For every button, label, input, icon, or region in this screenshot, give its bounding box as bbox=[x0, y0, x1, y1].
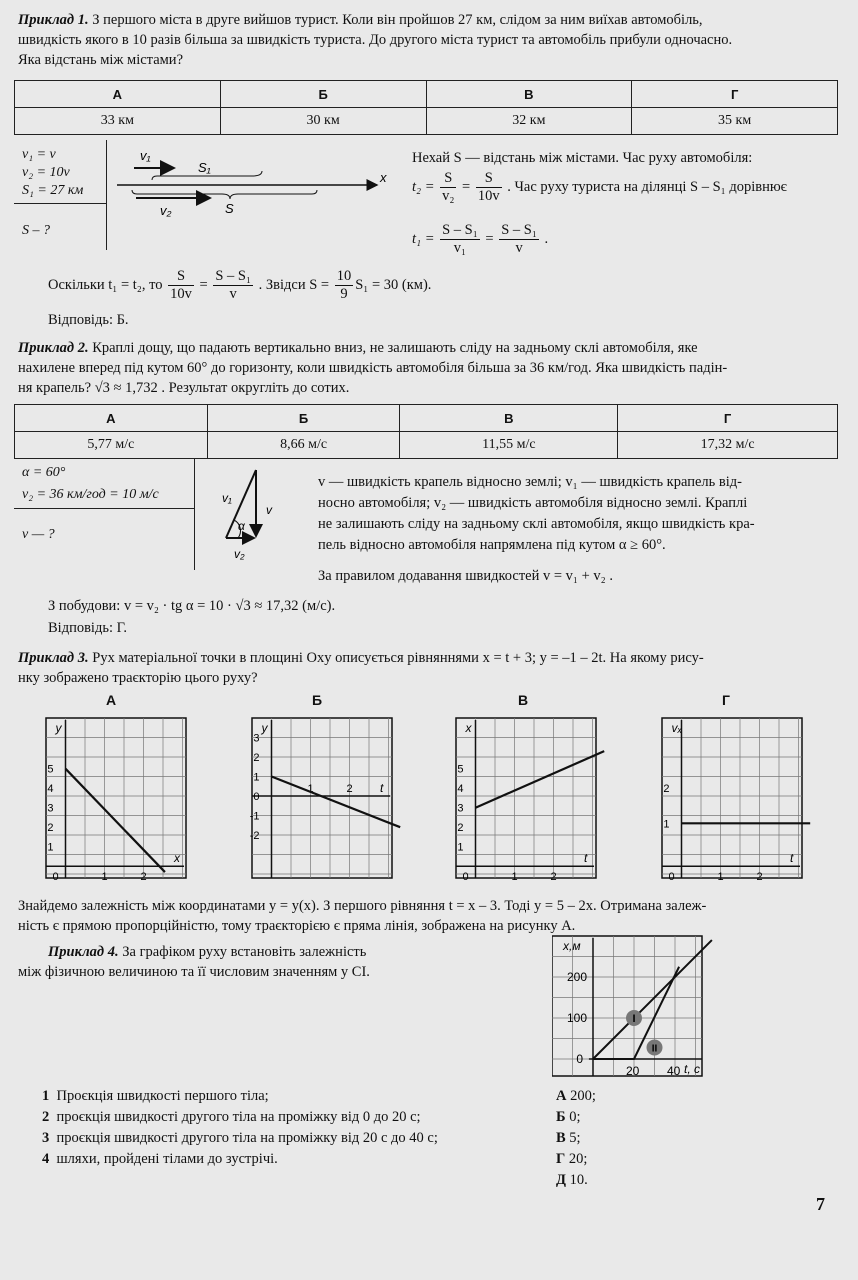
x-axis-label: t bbox=[380, 781, 384, 795]
ex1-solution-line1: Нехай S — відстань між містами. Час руху автомобіля: bbox=[412, 150, 753, 166]
ex1-opt-b-letter: Б bbox=[220, 81, 426, 108]
ex3-text-line2: нку зображено траєкторію цього руху? bbox=[18, 670, 258, 686]
ex2-opt-c-value: 11,55 м/с bbox=[400, 432, 618, 459]
v2-label: v₂ bbox=[160, 203, 172, 218]
s-label: S bbox=[225, 201, 234, 216]
origin-label: 0 bbox=[668, 871, 675, 884]
y-axis-label: x,м bbox=[563, 939, 581, 953]
ex2-opt-b-value: 8,66 м/с bbox=[207, 432, 400, 459]
ex3-conclusion-line1: Знайдемо залежність між координатами y = y(x). З першого рівняння t = x – 3. Тоді y = 5 – 2x. Отримана залеж- bbox=[18, 898, 707, 914]
x-tick-label: 2 bbox=[550, 871, 557, 884]
x-tick-label: 1 bbox=[717, 871, 724, 884]
ex4-title: Приклад 4. bbox=[48, 944, 119, 960]
ex4-text-line2: між фізичною величиною та її числовим значенням у СІ. bbox=[18, 964, 370, 980]
ex1-text-line3: Яка відстань між містами? bbox=[18, 52, 184, 68]
ex1-options-table bbox=[14, 80, 838, 135]
ex2-velocity-triangle bbox=[212, 460, 292, 570]
y-tick-label: 1 bbox=[47, 841, 54, 854]
ex4-answer-e: Д 10. bbox=[556, 1172, 588, 1188]
graph-frame bbox=[456, 718, 596, 878]
ex2-given-vline bbox=[194, 458, 195, 570]
ex1-opt-a-letter: А bbox=[15, 81, 221, 108]
trajectory-line bbox=[66, 769, 165, 872]
ex2-title: Приклад 2. bbox=[18, 340, 89, 356]
ex1-opt-c-letter: В bbox=[426, 81, 632, 108]
ex3-title: Приклад 3. bbox=[18, 650, 89, 666]
y-tick-label: 5 bbox=[457, 763, 464, 776]
ex1-opt-a-value: 33 км bbox=[15, 108, 221, 135]
y-tick-label: 100 bbox=[566, 1011, 587, 1025]
y-tick-label: 4 bbox=[457, 783, 464, 796]
ex2-opt-a-letter: А bbox=[15, 405, 208, 432]
graph-frame bbox=[249, 718, 392, 878]
ex2-given: α = 60° v₂ = 36 км/год = 10 м/с bbox=[22, 465, 159, 502]
x-axis-label: t bbox=[790, 851, 794, 866]
v-label: v bbox=[266, 503, 272, 517]
ex4-answer-b: Б 0; bbox=[556, 1109, 581, 1125]
x-label: x bbox=[380, 170, 387, 185]
v1-label: v₁ bbox=[222, 491, 232, 505]
x-tick-label: 2 bbox=[140, 871, 147, 884]
ex2-text-line3: ня крапель? √3 ≈ 1,732 . Результат округліть до сотих. bbox=[18, 380, 350, 396]
graph-d bbox=[652, 712, 812, 884]
ex2-solution: v — швидкість крапель відносно землі; v₁ — швидкість крапель від- носно автомобіля; v₂ — швидкість автомобіля відносно землі. Краплі не залишають сліду на задньому склі автомобіля, якщо швидкість кра- пель відносно автомобіля напрямлена під кутом α ≥ 60°. За правилом додавання швидкостей v = v₁ + v₂ . bbox=[318, 474, 755, 584]
y-tick-label: 3 bbox=[253, 732, 260, 745]
graph-c-label: В bbox=[518, 692, 529, 708]
ex2-opt-a-value: 5,77 м/с bbox=[15, 432, 208, 459]
y-tick-label: -2 bbox=[249, 830, 260, 842]
ex4-answer-d: Г 20; bbox=[556, 1151, 588, 1167]
ex2-conclusion: З побудови: v = v₂ · tg α = 10 · √3 ≈ 17,32 (м/с). bbox=[48, 598, 336, 614]
ex1-motion-diagram bbox=[112, 140, 402, 220]
x-tick-label: 1 bbox=[511, 871, 518, 884]
y-tick-label: 5 bbox=[47, 763, 54, 776]
y-axis-label: y bbox=[55, 721, 62, 735]
y-tick-label: 0 bbox=[576, 1052, 583, 1066]
ex1-solution-t2: t₂ = $\frac{S}{\text{v₂}}$ = $\frac{S}{10v}$ . Час руху туриста на ділянці S – S₁ дорівнює bbox=[412, 170, 787, 204]
ex4-items bbox=[42, 1086, 438, 1170]
x-tick-label: 1 bbox=[101, 871, 108, 884]
graph-b bbox=[242, 712, 402, 884]
ex4-graph bbox=[552, 934, 722, 1082]
y-tick-label: 3 bbox=[457, 802, 464, 815]
y-tick-label: 200 bbox=[566, 970, 587, 984]
ex2-options-table bbox=[14, 404, 838, 459]
origin-label: 0 bbox=[52, 871, 59, 884]
y-tick-label: 1 bbox=[253, 771, 260, 784]
ex2-given-divider bbox=[14, 508, 194, 509]
ex4-item-3: 3 проєкція швидкості другого тіла на проміжку від 20 с до 40 с; bbox=[42, 1130, 438, 1146]
ex1-opt-b-value: 30 км bbox=[220, 108, 426, 135]
line-i-label: I bbox=[632, 1013, 636, 1025]
ex4-text-line1: Приклад 4. За графіком руху встановіть залежність bbox=[48, 944, 367, 960]
v2-label: v₂ bbox=[234, 547, 245, 561]
y-tick-label: 3 bbox=[47, 802, 54, 815]
ex2-answer: Відповідь: Г. bbox=[48, 620, 127, 636]
ex1-conclusion: Оскільки t₁ = t₂, то $\frac{S}{10v}$ = $\frac{\text{S – S₁}}{v}$ . Звідси S = $\frac{10}{9}$ S₁ = 30 (км). bbox=[48, 268, 432, 302]
y-tick-label: 2 bbox=[47, 822, 54, 835]
ex1-given-divider bbox=[14, 203, 106, 204]
graph-c bbox=[446, 712, 606, 884]
ex4-item-2: 2 проєкція швидкості другого тіла на проміжку від 0 до 20 с; bbox=[42, 1109, 421, 1125]
x-tick-label: 2 bbox=[756, 871, 763, 884]
y-axis-label: x bbox=[465, 721, 472, 735]
ex4-answer-c: В 5; bbox=[556, 1130, 581, 1146]
x-tick-label: 2 bbox=[346, 783, 353, 795]
ex2-opt-c-letter: В bbox=[400, 405, 618, 432]
y-tick-label: 2 bbox=[663, 783, 670, 796]
y-axis-label: y bbox=[261, 721, 268, 735]
s1-label: S₁ bbox=[198, 160, 211, 175]
y-tick-label: 1 bbox=[457, 841, 464, 854]
ex4-answer-a: А 200; bbox=[556, 1088, 596, 1104]
ex4-answers bbox=[556, 1086, 596, 1191]
ex4-item-4: 4 шляхи, пройдені тілами до зустрічі. bbox=[42, 1151, 278, 1167]
ex3-conclusion-line2: ність є прямою пропорційністю, тому траєкторією є пряма лінія, зображена на рисунку А. bbox=[18, 918, 576, 934]
ex1-text-line1: Приклад 1. З першого міста в друге вийшов турист. Коли він пройшов 27 км, слідом за ним виїхав автомобіль, bbox=[18, 12, 703, 28]
ex2-opt-d-letter: Г bbox=[618, 405, 838, 432]
x-axis-label: x bbox=[174, 851, 180, 866]
graph-b-label: Б bbox=[312, 692, 323, 708]
y-tick-label: -1 bbox=[249, 810, 260, 823]
y-tick-label: 1 bbox=[663, 818, 670, 831]
y-axis-label: vₓ bbox=[671, 721, 683, 735]
page-number: 7 bbox=[816, 1194, 825, 1214]
x-tick-label: 20 bbox=[626, 1064, 640, 1078]
x-tick-label: 1 bbox=[307, 783, 314, 795]
ex1-opt-d-letter: Г bbox=[632, 81, 838, 108]
ex2-find: v — ? bbox=[22, 527, 55, 542]
ex1-opt-c-value: 32 км bbox=[426, 108, 632, 135]
x-tick-label: 40 bbox=[667, 1064, 681, 1078]
ex2-text-line1: Приклад 2. Краплі дощу, що падають вертикально вниз, не залишають сліду на задньому склі автомобіля, яке bbox=[18, 340, 698, 356]
graph-a-label: А bbox=[106, 692, 117, 708]
y-tick-label: 0 bbox=[253, 791, 260, 803]
ex3-text-line1: Приклад 3. Рух матеріальної точки в площині Oxy описується рівняннями x = t + 3; y = –1 – 2t. На якому рису- bbox=[18, 650, 704, 666]
y-tick-label: 4 bbox=[47, 783, 54, 796]
graph-frame bbox=[662, 718, 802, 878]
v1-label: v₁ bbox=[140, 148, 151, 163]
x-axis-label: t bbox=[584, 851, 588, 866]
ex1-given: v₁ = v v₂ = 10v S₁ = 27 км bbox=[22, 147, 84, 198]
y-tick-label: 2 bbox=[253, 752, 260, 764]
y-tick-label: 2 bbox=[457, 822, 464, 835]
ex1-given-vline bbox=[106, 140, 107, 250]
ex1-find: S – ? bbox=[22, 223, 50, 238]
x-axis-label: t, с bbox=[684, 1062, 701, 1076]
alpha-label: α bbox=[238, 519, 245, 533]
ex2-opt-d-value: 17,32 м/с bbox=[618, 432, 838, 459]
ex1-text-line2: швидкість якого в 10 разів більша за швидкість туриста. До другого міста турист та автомобіль прибули одночасно. bbox=[18, 32, 733, 48]
ex2-opt-b-letter: Б bbox=[207, 405, 400, 432]
graph-d-label: Г bbox=[722, 692, 730, 708]
ex4-item-1: 1 Проєкція швидкості першого тіла; bbox=[42, 1088, 269, 1104]
ex1-answer: Відповідь: Б. bbox=[48, 312, 129, 328]
graph-frame bbox=[552, 936, 702, 1076]
ex1-title: Приклад 1. bbox=[18, 12, 89, 28]
ex1-solution-t1: t₁ = $\frac{\text{S – S₁}}{\text{v₁}}$ = $\frac{\text{S – S₁}}{v}$ . bbox=[412, 222, 549, 256]
ex1-opt-d-value: 35 км bbox=[632, 108, 838, 135]
ex2-text-line2: нахилене вперед під кутом 60° до горизонту, коли швидкість автомобіля більша за 36 км/год. Яка швидкість падін- bbox=[18, 360, 728, 376]
origin-label: 0 bbox=[462, 871, 469, 884]
line-ii-label: II bbox=[651, 1043, 658, 1055]
graph-frame bbox=[46, 718, 186, 878]
graph-a bbox=[36, 712, 196, 884]
